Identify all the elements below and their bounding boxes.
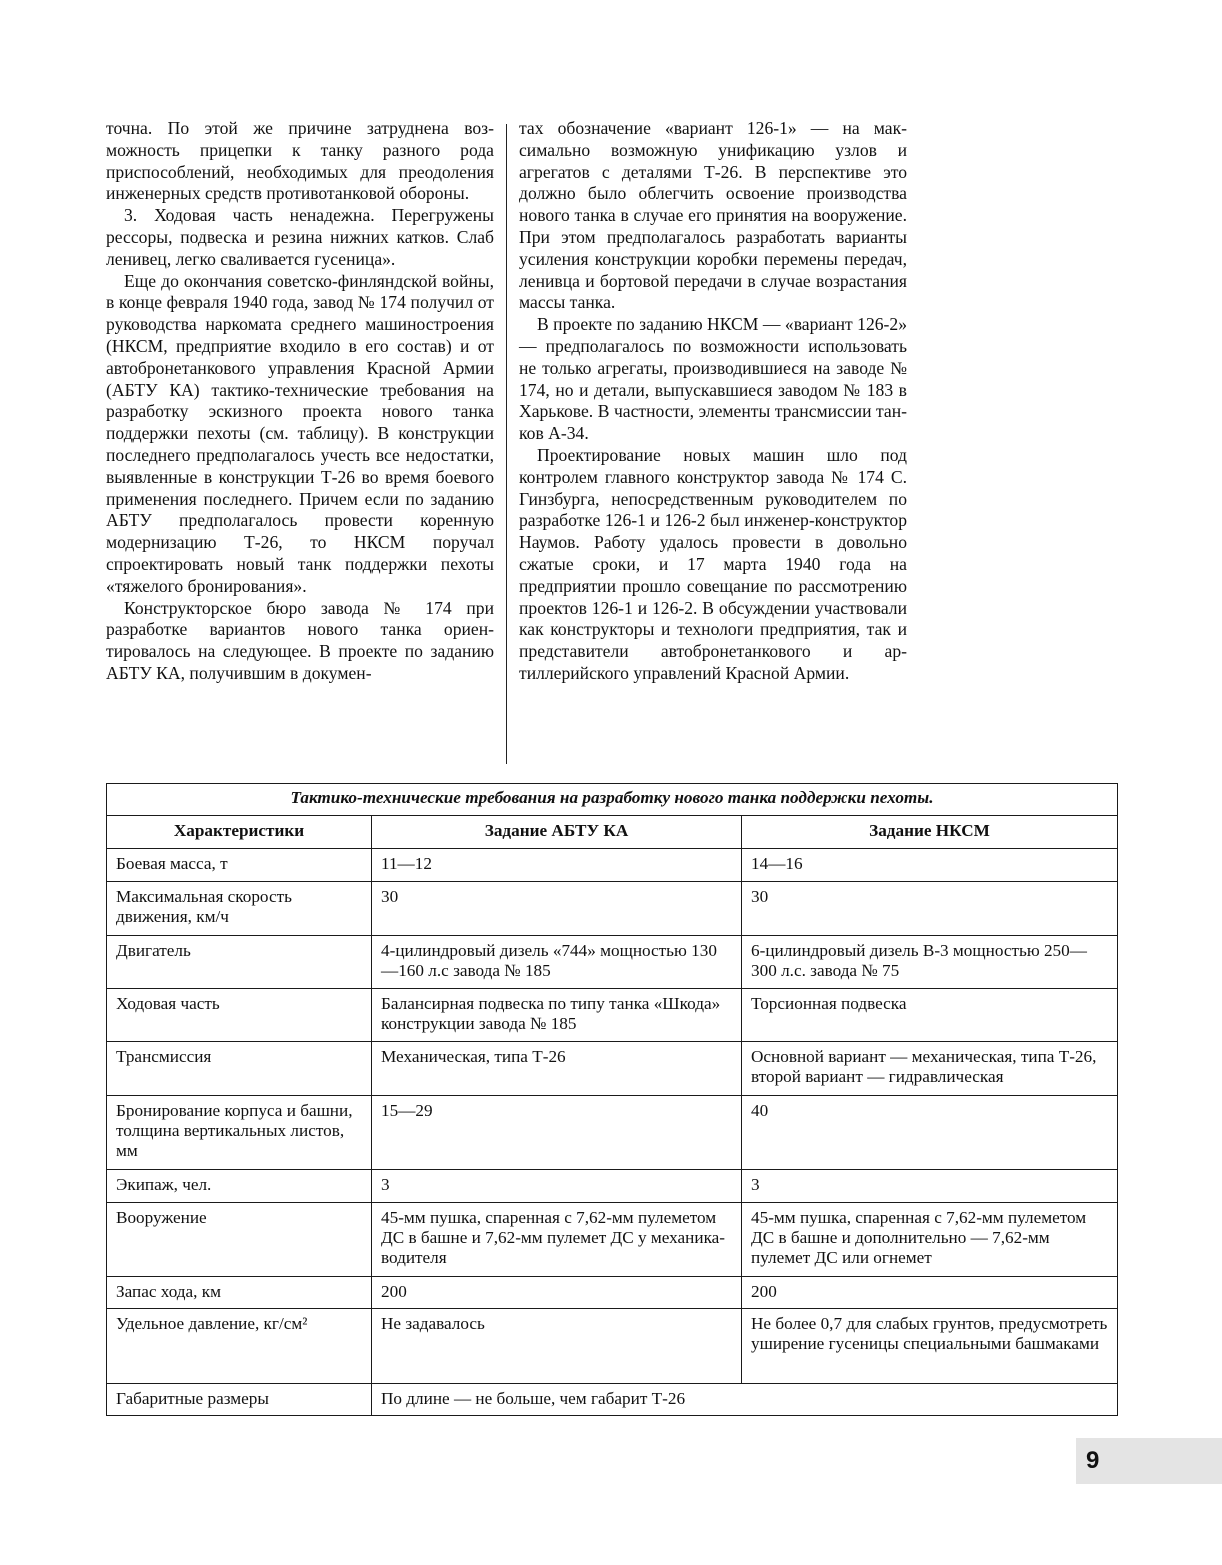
paragraph: Проектирование новых машин шло под контролем главного конструктор завода № 174 С. Гинзбурга, непосредственным руководителем по разработке 126-1 и 126-2 был инженер-конструктор Наумов. Работу удалось провести в довольно сжатые сроки, и 17 марта 1940 года на предприятии прошло совещание по рассмотрению проектов 126-1 и 126-2. В обсуждении участвовали как конструкторы и технологи предприятия, так и представители автобронетанкового и артиллерийского управлений Красной Армии. <box>519 444 907 683</box>
specification-table <box>106 783 1118 1416</box>
table-cell: 45-мм пушка, спаренная с 7,62-мм пулеметом ДС в башне и 7,62-мм пулемет ДС у механика-водителя <box>372 1203 742 1277</box>
table-cell: Балансирная подвеска по типу танка «Шкода» конструкции завода № 185 <box>372 989 742 1042</box>
row-label: Запас хода, км <box>107 1277 372 1309</box>
table-cell: Не более 0,7 для слабых грунтов, предусмотреть уширение гусеницы специальными башмаками <box>742 1309 1118 1384</box>
paragraph: В проекте по заданию НКСМ — «вариант 126-2» — предполагалось по возможности использовать не только агрегаты, производившиеся на заводе № 174, но и детали, выпускавшиеся заводом № 183 в Харькове. В частности, элементы трансмиссии танков А-34. <box>519 314 907 444</box>
table-row <box>107 1096 1118 1170</box>
row-label: Двигатель <box>107 936 372 989</box>
paragraph: точна. По этой же причине затруднена возможность прицепки к танку разного рода приспособлений, необходимых для преодоления инженерных средств противотанковой обороны. <box>106 118 494 204</box>
table-caption: Тактико-технические требования на разработку нового танка поддержки пехоты. <box>107 784 1118 816</box>
table-cell: 14—16 <box>742 849 1118 882</box>
table-row <box>107 882 1118 936</box>
column-divider <box>506 124 507 764</box>
row-label: Экипаж, чел. <box>107 1170 372 1203</box>
table-row <box>107 1203 1118 1277</box>
row-label: Бронирование корпуса и башни, толщина вертикальных листов, мм <box>107 1096 372 1170</box>
row-label: Габаритные размеры <box>107 1384 372 1416</box>
table-cell: Не задавалось <box>372 1309 742 1384</box>
table-cell: Механическая, типа Т-26 <box>372 1042 742 1096</box>
table-header-row <box>107 816 1118 849</box>
table-cell: По длине — не больше, чем габарит Т-26 <box>372 1384 1118 1416</box>
table-cell: 6-цилиндровый дизель В-3 мощностью 250—300 л.с. завода № 75 <box>742 936 1118 989</box>
row-label: Ходовая часть <box>107 989 372 1042</box>
paragraph: тах обозначение «вариант 126-1» — на максимально возможную унификацию узлов и агрегатов с деталями Т-26. В перспективе это должно было облегчить освоение производства нового танка в случае его принятия на вооружение. При этом предполагалось разработать варианты усиления конструкции коробки перемены передач, ленивца и бортовой передачи в случае возрастания массы танка. <box>519 118 907 313</box>
table-row <box>107 989 1118 1042</box>
table-cell: Основной вариант — механическая, типа Т-26, второй вариант — гидравлическая <box>742 1042 1118 1096</box>
table-row <box>107 849 1118 882</box>
table-row <box>107 936 1118 989</box>
table-cell: 45-мм пушка, спаренная с 7,62-мм пулеметом ДС в башне и дополнительно — 7,62-мм пулемет ДС или огнемет <box>742 1203 1118 1277</box>
left-column <box>106 118 494 685</box>
table-cell: 30 <box>372 882 742 936</box>
page-number: 9 <box>1076 1438 1222 1484</box>
paragraph: 3. Ходовая часть ненадежна. Перегружены рессоры, подвеска и резина нижних катков. Слаб ленивец, легко сваливается гусеница». <box>106 205 494 269</box>
column-header: Задание НКСМ <box>742 816 1118 849</box>
table-cell: 30 <box>742 882 1118 936</box>
column-header: Характеристики <box>107 816 372 849</box>
table-cell: 200 <box>372 1277 742 1309</box>
table-row <box>107 1170 1118 1203</box>
text-columns <box>106 118 1112 768</box>
row-label: Боевая масса, т <box>107 849 372 882</box>
table-cell: 200 <box>742 1277 1118 1309</box>
table-cell: 40 <box>742 1096 1118 1170</box>
table-cell: 15—29 <box>372 1096 742 1170</box>
table-row <box>107 1309 1118 1384</box>
table-cell: Торсионная подвеска <box>742 989 1118 1042</box>
right-column <box>519 118 907 685</box>
table-cell: 11—12 <box>372 849 742 882</box>
table-cell: 4-цилиндровый дизель «744» мощностью 130—160 л.с завода № 185 <box>372 936 742 989</box>
row-label: Вооружение <box>107 1203 372 1277</box>
table-row <box>107 1042 1118 1096</box>
table-row <box>107 1277 1118 1309</box>
paragraph: Еще до окончания советско-финляндской войны, в конце февраля 1940 года, завод № 174 получил от руководства наркомата среднего машиностроения (НКСМ, предприятие входило в его состав) и от автобронетанкового управления Красной Армии (АБТУ КА) тактико-технические требования на разработку эскизного проекта нового танка поддержки пехоты (см. таблицу). В конструкции последнего предполагалось учесть все недостатки, выявленные в конструкции Т-26 во время боевого применения последнего. Причем если по заданию АБТУ предполагалось провести коренную модернизацию Т-26, то НКСМ поручал спроектировать новый танк поддержки пехоты «тяжелого бронирования». <box>106 270 494 596</box>
table-caption-row <box>107 784 1118 816</box>
paragraph: Конструкторское бюро завода № 174 при разработке вариантов нового танка ориентировалось на следующее. В проекте по заданию АБТУ КА, получившим в докумен- <box>106 597 494 683</box>
table-cell: 3 <box>372 1170 742 1203</box>
table-row <box>107 1384 1118 1416</box>
row-label: Максимальная скорость движения, км/ч <box>107 882 372 936</box>
row-label: Удельное давление, кг/см² <box>107 1309 372 1384</box>
column-header: Задание АБТУ КА <box>372 816 742 849</box>
table-cell: 3 <box>742 1170 1118 1203</box>
row-label: Трансмиссия <box>107 1042 372 1096</box>
